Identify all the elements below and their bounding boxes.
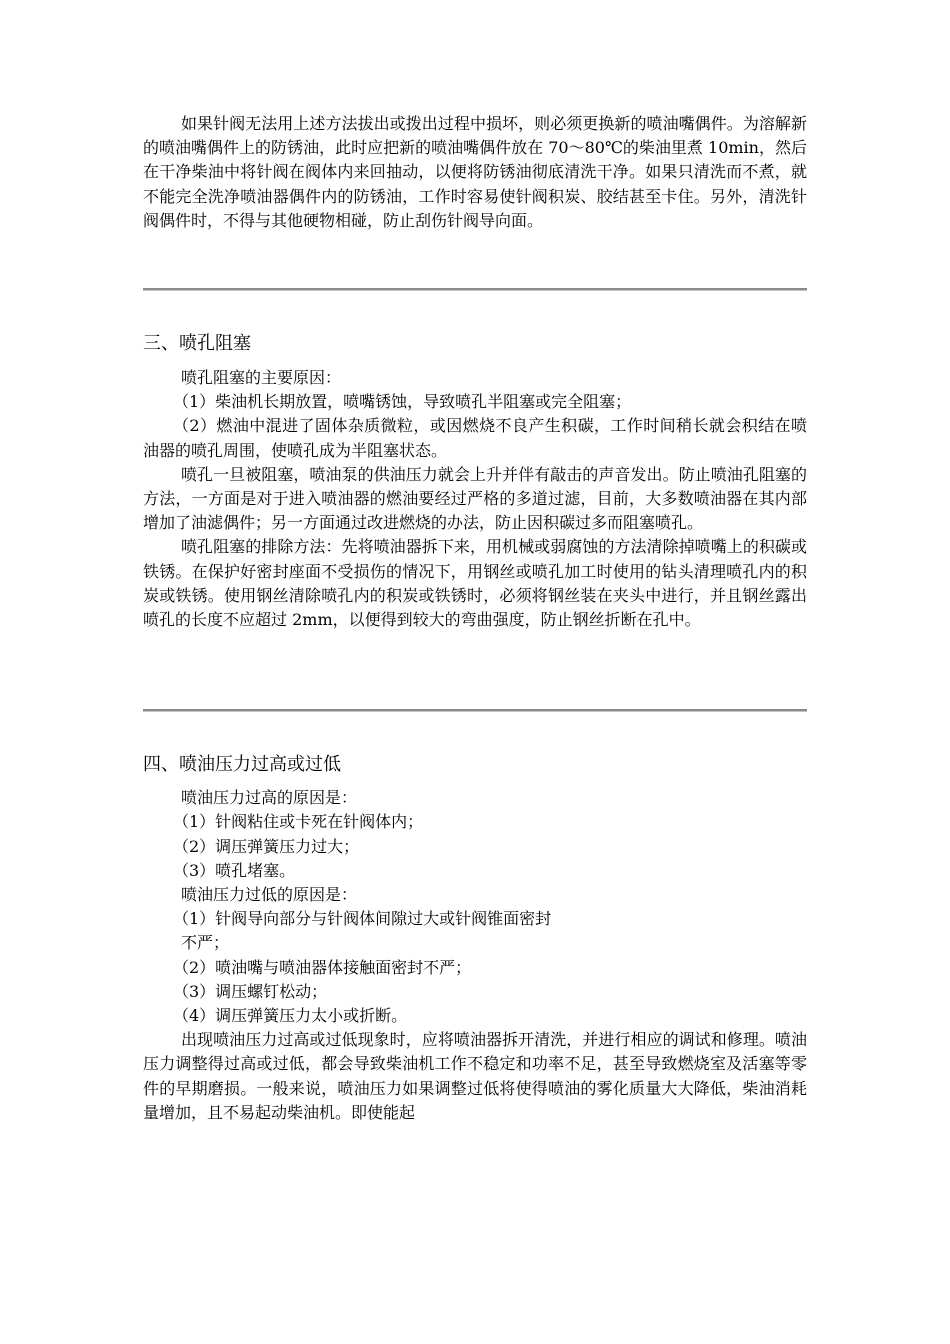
list-item-high-3: （3）喷孔堵塞。 [173,860,296,880]
list-item-cause-2: （2）燃油中混进了固体杂质微粒，或因燃烧不良产生积碳，工作时间稍长就会积结在喷油器的喷孔周围，使喷孔成为半阻塞状态。 [143,416,807,460]
paragraph-causes-intro: 喷孔阻塞的主要原因： [181,368,342,388]
list-item-low-2: （2）喷油嘴与喷油器体接触面密封不严； [173,957,472,977]
section-injection-pressure [143,786,807,1125]
list-item-cause-1: （1）柴油机长期放置，喷嘴锈蚀，导致喷孔半阻塞或完全阻塞； [173,392,632,412]
section-nozzle-blockage [143,366,807,632]
section-divider [143,709,807,712]
paragraph-conclusion: 出现喷油压力过高或过低现象时，应将喷油器拆开清洗，并进行相应的调试和修理。喷油压力调整得过高或过低，都会导致柴油机工作不稳定和功率不足，甚至导致燃烧室及活塞等零件的早期磨损。一般来说，喷油压力如果调整过低将使得喷油的雾化质量大大降低，柴油消耗量增加，且不易起动柴油机。即使能起 [143,1030,807,1122]
list-item-low-3: （3）调压螺钉松动； [173,981,328,1001]
heading-nozzle-blockage: 三、喷孔阻塞 [143,333,251,355]
paragraph-removal: 喷孔阻塞的排除方法：先将喷油器拆下来，用机械或弱腐蚀的方法清除掉喷嘴上的积碳或铁锈。在保护好密封座面不受损伤的情况下，用钢丝或喷孔加工时使用的钻头清理喷孔内的积炭或铁锈。使用钢丝清除喷孔内的积炭或铁锈时，必须将钢丝装在夹头中进行，并且钢丝露出喷孔的长度不应超过 2mm，以便得到较大的弯曲强度，防止钢丝折断在孔中。 [143,537,807,630]
section-divider [143,288,807,291]
list-item-low-1: （1）针阀导向部分与针阀体间隙过大或针阀锥面密封 [173,909,552,929]
document-page [143,112,807,1125]
list-item-high-1: （1）针阀粘住或卡死在针阀体内； [173,812,424,832]
heading-injection-pressure: 四、喷油压力过高或过低 [143,754,341,776]
paragraph-low-intro: 喷油压力过低的原因是： [181,885,358,905]
paragraph-prevention: 喷孔一旦被阻塞，喷油泵的供油压力就会上升并伴有敲击的声音发出。防止喷油孔阻塞的方法，一方面是对于进入喷油器的燃油要经过严格的多道过滤，目前，大多数喷油器在其内部增加了油滤偶件；另一方面通过改进燃烧的办法，防止因积碳过多而阻塞喷孔。 [143,464,807,533]
list-item-low-4: （4）调压弹簧压力太小或折断。 [173,1006,408,1026]
section-needle-valve-replacement [143,112,807,233]
list-item-low-1-continued: 不严； [181,933,230,953]
list-item-high-2: （2）调压弹簧压力过大； [173,836,360,856]
paragraph-needle-valve: 如果针阀无法用上述方法拔出或拨出过程中损坏，则必须更换新的喷油嘴偶件。为溶解新的喷油嘴偶件上的防锈油，此时应把新的喷油嘴偶件放在 70～80℃的柴油里煮 10min，然后在干净柴油中将针阀在阀体内来回抽动，以便将防锈油彻底清洗干净。如果只清洗而不煮，就不能完全洗净喷油器偶件内的防锈油，工作时容易使针阀积炭、胶结甚至卡住。另外，清洗针阀偶件时，不得与其他硬物相碰，防止刮伤针阀导向面。 [143,114,807,230]
paragraph-high-intro: 喷油压力过高的原因是： [181,788,358,808]
